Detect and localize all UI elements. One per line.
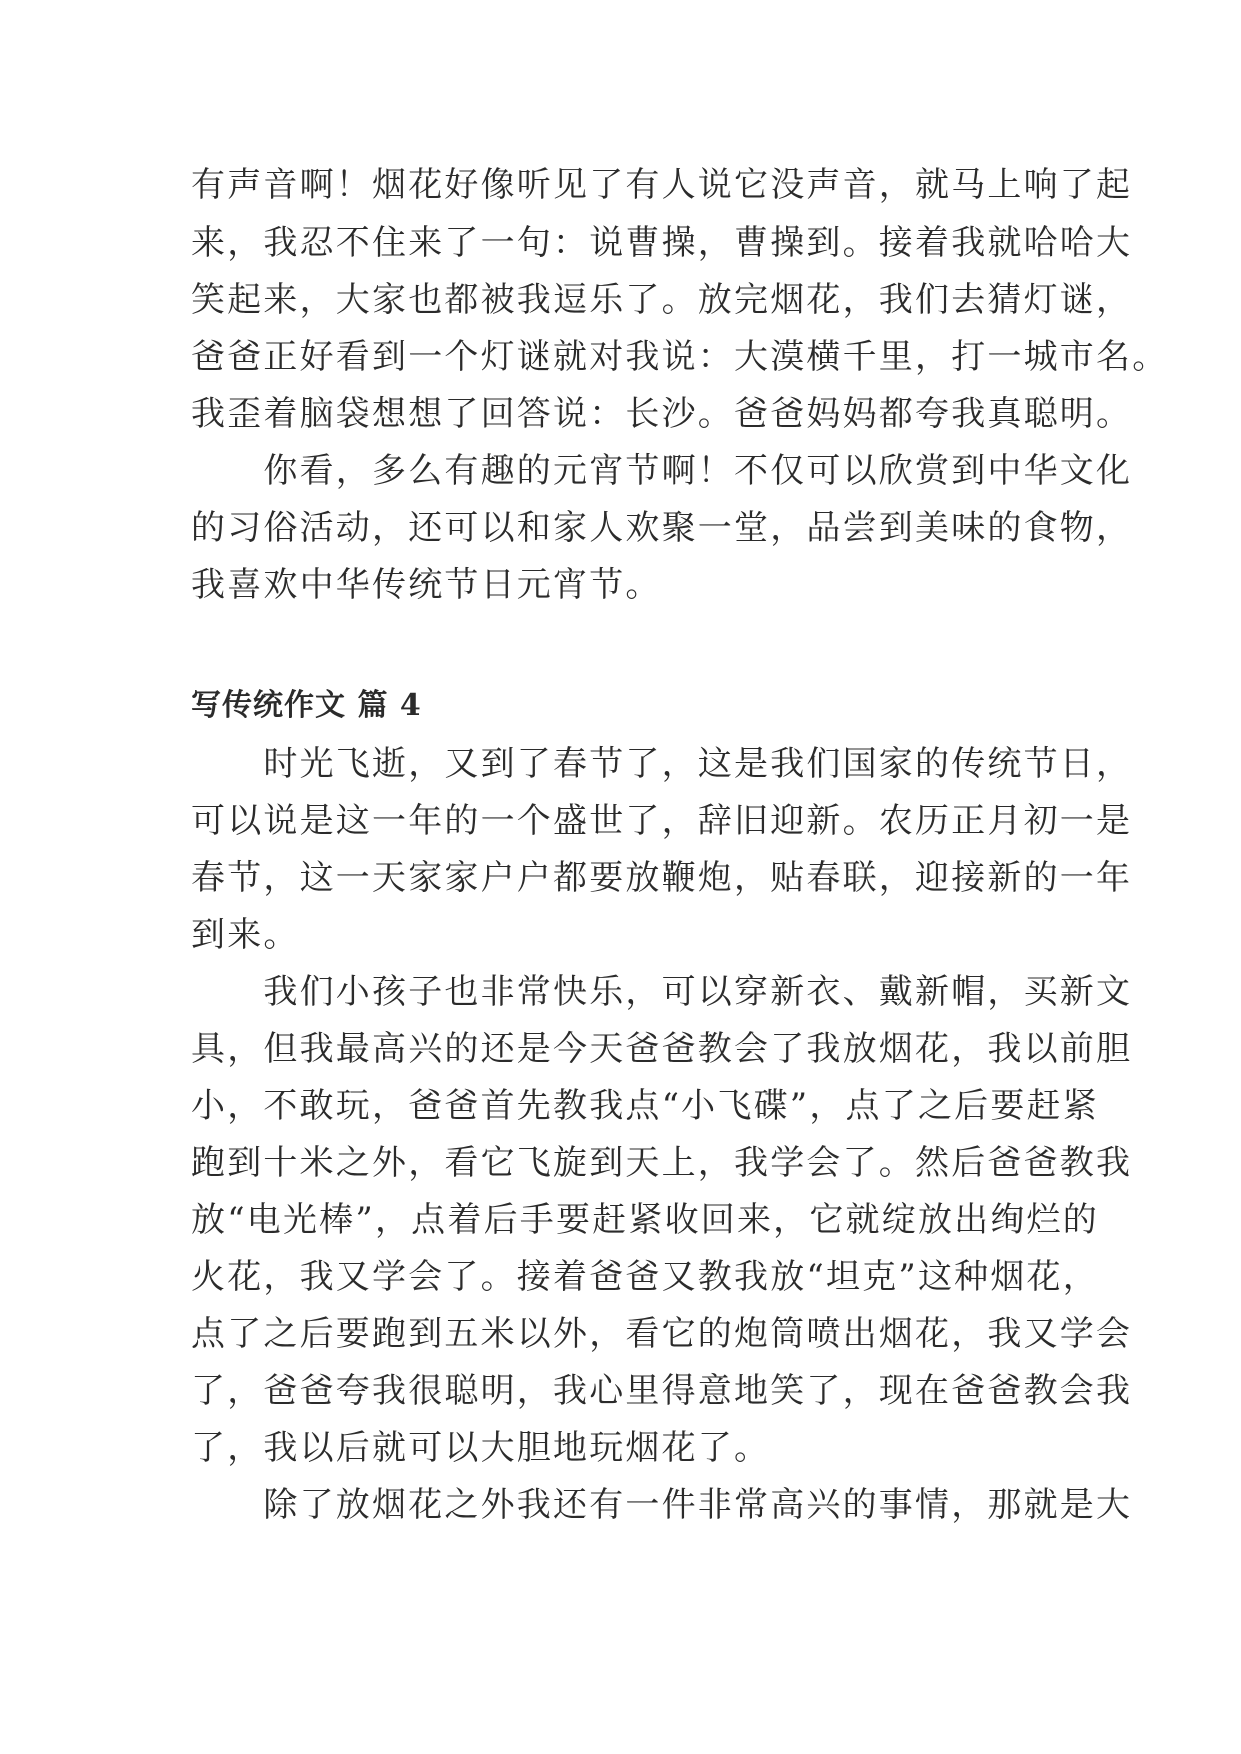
text-line: 我喜欢中华传统节日元宵节。 [191, 565, 662, 605]
essay-title: 写传统作文 篇 4 [191, 688, 422, 723]
text-line: 春节，这一天家家户户都要放鞭炮，贴春联，迎接新的一年 [191, 858, 1133, 898]
text-line: 时光飞逝，又到了春节了，这是我们国家的传统节日， [191, 744, 1133, 784]
text-line: 的习俗活动，还可以和家人欢聚一堂，品尝到美味的食物， [191, 508, 1133, 548]
text-line: 爸爸正好看到一个灯谜就对我说：大漠横千里，打一城市名。 [191, 337, 1169, 377]
text-line: 火花，我又学会了。接着爸爸又教我放“坦克”这种烟花， [191, 1257, 1099, 1297]
text-line: 到来。 [191, 915, 300, 955]
text-line: 除了放烟花之外我还有一件非常高兴的事情，那就是大 [191, 1485, 1133, 1525]
text-line: 点了之后要跑到五米以外，看它的炮筒喷出烟花，我又学会 [191, 1314, 1133, 1354]
text-line: 跑到十米之外，看它飞旋到天上，我学会了。然后爸爸教我 [191, 1143, 1133, 1183]
text-line: 可以说是这一年的一个盛世了，辞旧迎新。农历正月初一是 [191, 801, 1133, 841]
text-line: 放“电光棒”，点着后手要赶紧收回来，它就绽放出绚烂的 [191, 1200, 1099, 1240]
text-line: 了，爸爸夸我很聪明，我心里得意地笑了，现在爸爸教会我 [191, 1371, 1133, 1411]
text-line: 来，我忍不住来了一句：说曹操，曹操到。接着我就哈哈大 [191, 223, 1133, 263]
text-line: 你看，多么有趣的元宵节啊！不仅可以欣赏到中华文化 [191, 451, 1133, 491]
text-line: 笑起来，大家也都被我逗乐了。放完烟花，我们去猜灯谜， [191, 280, 1133, 320]
text-line: 我们小孩子也非常快乐，可以穿新衣、戴新帽，买新文 [191, 972, 1133, 1012]
text-line: 小，不敢玩，爸爸首先教我点“小飞碟”，点了之后要赶紧 [191, 1086, 1099, 1126]
text-line: 有声音啊！烟花好像听见了有人说它没声音，就马上响了起 [191, 165, 1133, 205]
text-line: 具，但我最高兴的还是今天爸爸教会了我放烟花，我以前胆 [191, 1029, 1133, 1069]
text-line: 了，我以后就可以大胆地玩烟花了。 [191, 1428, 771, 1468]
text-line: 我歪着脑袋想想了回答说：长沙。爸爸妈妈都夸我真聪明。 [191, 394, 1133, 434]
